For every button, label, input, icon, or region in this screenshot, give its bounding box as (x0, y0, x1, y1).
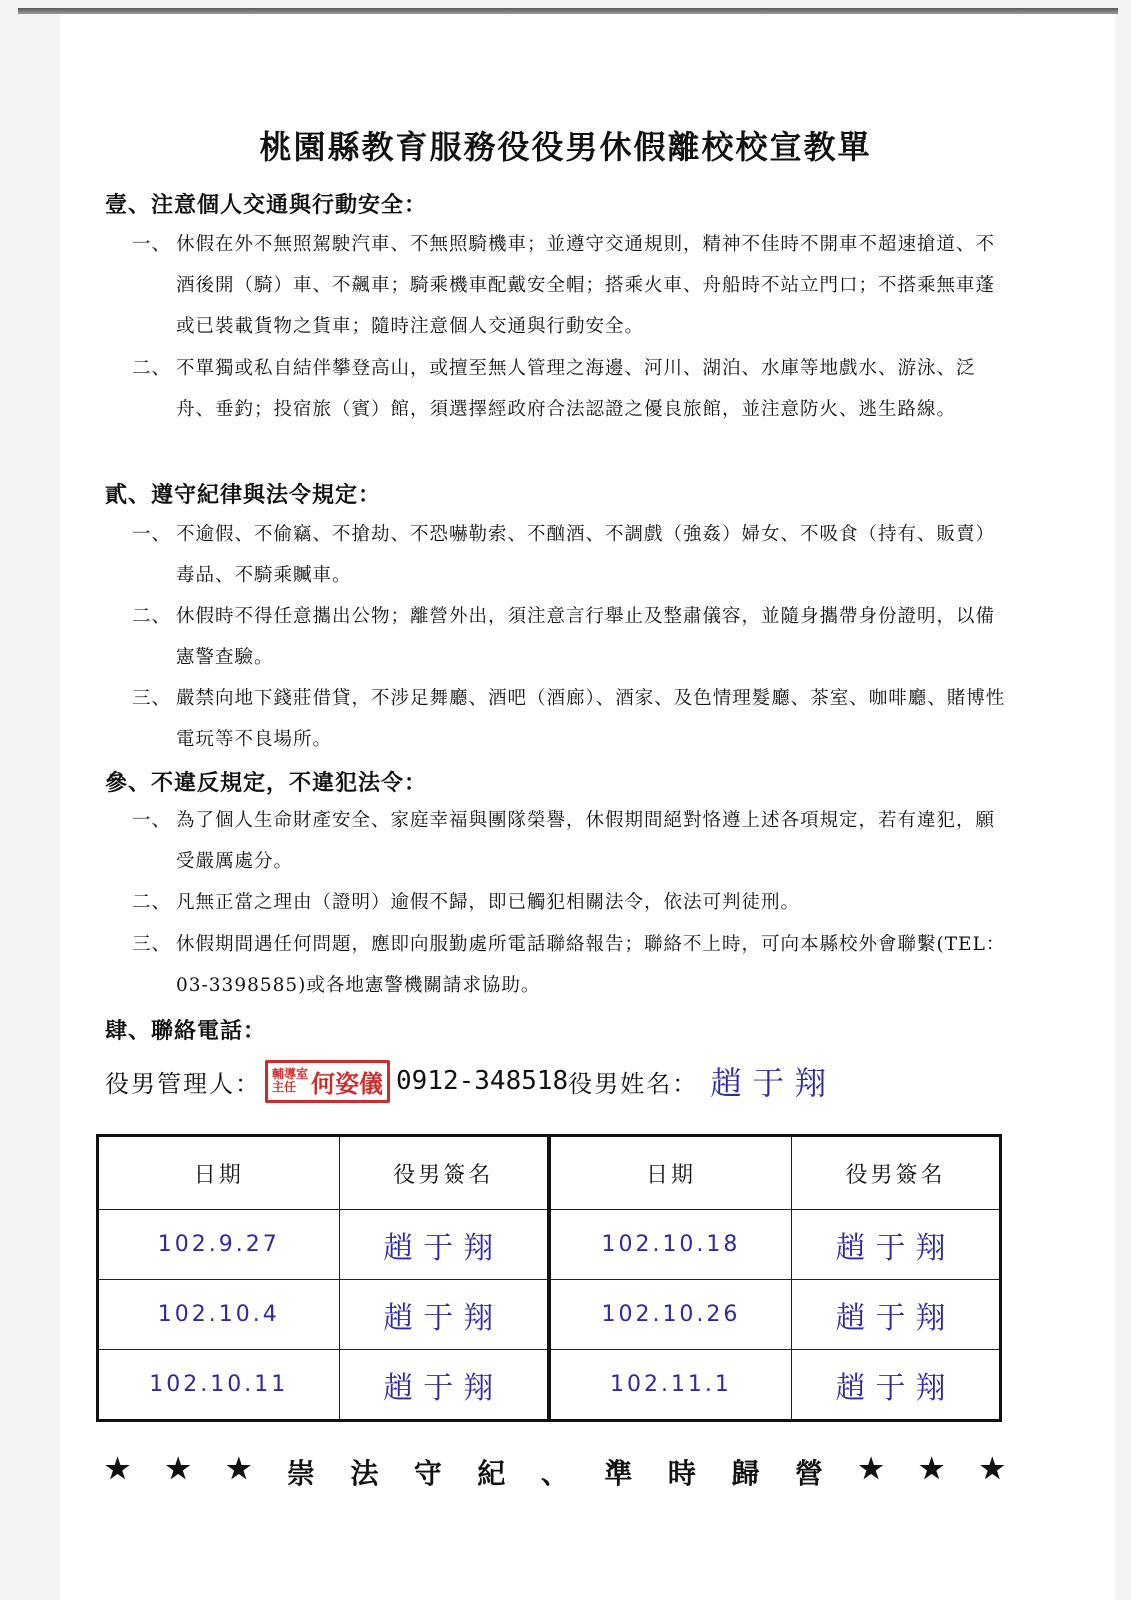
item-number: 二、 (132, 358, 172, 379)
table-row (98, 1280, 1001, 1350)
handwritten-name: 趙于翔 (710, 1064, 837, 1102)
signature-cell: 趙于翔 (339, 1210, 549, 1280)
slogan-char: 守 (413, 1457, 442, 1490)
slogan-char: 歸 (731, 1457, 760, 1490)
stamp-title (272, 1068, 308, 1094)
table-row (98, 1210, 1001, 1280)
signature-cell: 趙于翔 (791, 1350, 1000, 1421)
stamp-line: 輔導室 (272, 1067, 309, 1081)
section-heading-4: 肆、聯絡電話： (105, 1018, 267, 1044)
item-text: 不逾假、不偷竊、不搶劫、不恐嚇勒索、不酗酒、不調戲（強姦）婦女、不吸食（持有、販賣）毒品、不騎乘贓車。 (176, 524, 996, 586)
signature-cell: 趙于翔 (791, 1280, 1000, 1350)
item-number: 一、 (132, 234, 172, 255)
list-item (132, 224, 1012, 347)
signature-cell: 趙于翔 (339, 1350, 549, 1421)
item-text: 休假期間遇任何問題，應即向服勤處所電話聯絡報告；聯絡不上時，可向本縣校外會聯繫(TEL：03-3398585)或各地憲警機關請求協助。 (176, 934, 1006, 996)
stamp-line: 主任 (272, 1080, 297, 1094)
item-text: 不單獨或私自結伴攀登高山，或擅至無人管理之海邊、河川、湖泊、水庫等地戲水、游泳、泛舟、垂釣；投宿旅（賓）館，須選擇經政府合法認證之優良旅館，並注意防火、逃生路線。 (176, 358, 976, 420)
item-number: 三、 (132, 934, 172, 955)
item-text: 休假在外不無照駕駛汽車、不無照騎機車；並遵守交通規則，精神不佳時不開車不超速搶道、不酒後開（騎）車、不飆車；騎乘機車配戴安全帽；搭乘火車、舟船時不站立門口；不搭乘無車蓬或已裝載貨物之貨車；隨時注意個人交通與行動安全。 (176, 234, 996, 337)
star-icon: ★ (979, 1452, 1005, 1485)
slogan-char: 時 (667, 1457, 696, 1490)
leave-log-table (96, 1134, 1002, 1422)
manager-label: 役男管理人： (105, 1069, 261, 1098)
item-number: 二、 (132, 606, 172, 627)
slogan-char: 法 (350, 1457, 379, 1490)
star-icon: ★ (226, 1452, 252, 1485)
list-item (132, 882, 1012, 923)
table-header-row (98, 1136, 1001, 1210)
star-icon: ★ (165, 1452, 191, 1485)
list-item (132, 514, 1012, 596)
item-text: 嚴禁向地下錢莊借貸，不涉足舞廳、酒吧（酒廊）、酒家、及色情理髮廳、茶室、咖啡廳、賭博性電玩等不良場所。 (176, 688, 1006, 750)
list-item (132, 348, 1012, 430)
section-heading-2: 貳、遵守紀律與法令規定： (105, 482, 382, 508)
signature-cell: 趙于翔 (339, 1280, 549, 1350)
item-text: 休假時不得任意攜出公物；離營外出，須注意言行舉止及整肅儀容，並隨身攜帶身份證明，以備憲警查驗。 (176, 606, 996, 668)
section-heading-1: 壹、注意個人交通與行動安全： (105, 192, 428, 218)
item-text: 凡無正當之理由（證明）逾假不歸，即已觸犯相關法令，依法可判徒刑。 (176, 892, 801, 913)
manager-phone: 0912-348518 (396, 1066, 569, 1096)
section-heading-3: 參、不違反規定，不違犯法令： (105, 770, 428, 796)
header-date: 日期 (98, 1136, 340, 1210)
slogan-char: 紀 (477, 1457, 506, 1490)
list-item (132, 596, 1012, 678)
item-number: 三、 (132, 688, 172, 709)
date-cell: 102.11.1 (549, 1350, 791, 1421)
name-label: 役男姓名： (568, 1069, 699, 1098)
list-item (132, 800, 1012, 882)
header-signature: 役男簽名 (791, 1136, 1000, 1210)
table-row (98, 1350, 1001, 1421)
item-number: 一、 (132, 524, 172, 545)
star-icon: ★ (858, 1452, 884, 1485)
list-item (132, 678, 1012, 760)
date-cell: 102.10.18 (549, 1210, 791, 1280)
footer-slogan (105, 1452, 1005, 1492)
header-signature: 役男簽名 (339, 1136, 549, 1210)
date-cell: 102.10.11 (98, 1350, 340, 1421)
list-item (132, 924, 1012, 1006)
slogan-char: 崇 (286, 1457, 315, 1490)
contact-line (105, 1058, 836, 1104)
slogan-char: 、 (540, 1457, 569, 1490)
star-icon: ★ (919, 1452, 945, 1485)
stamp-name: 何姿儀 (311, 1068, 384, 1098)
slogan-char: 營 (794, 1457, 823, 1490)
date-cell: 102.10.4 (98, 1280, 340, 1350)
page-title: 桃園縣教育服務役役男休假離校校宣教單 (259, 128, 872, 166)
header-date: 日期 (549, 1136, 791, 1210)
item-number: 一、 (132, 810, 172, 831)
date-cell: 102.10.26 (549, 1280, 791, 1350)
item-number: 二、 (132, 892, 172, 913)
item-text: 為了個人生命財產安全、家庭幸福與團隊榮譽，休假期間絕對恪遵上述各項規定，若有違犯，願受嚴厲處分。 (176, 810, 996, 872)
official-stamp (265, 1060, 390, 1103)
slogan-char: 準 (604, 1457, 633, 1490)
star-icon: ★ (105, 1452, 131, 1485)
signature-cell: 趙于翔 (791, 1210, 1000, 1280)
date-cell: 102.9.27 (98, 1210, 340, 1280)
